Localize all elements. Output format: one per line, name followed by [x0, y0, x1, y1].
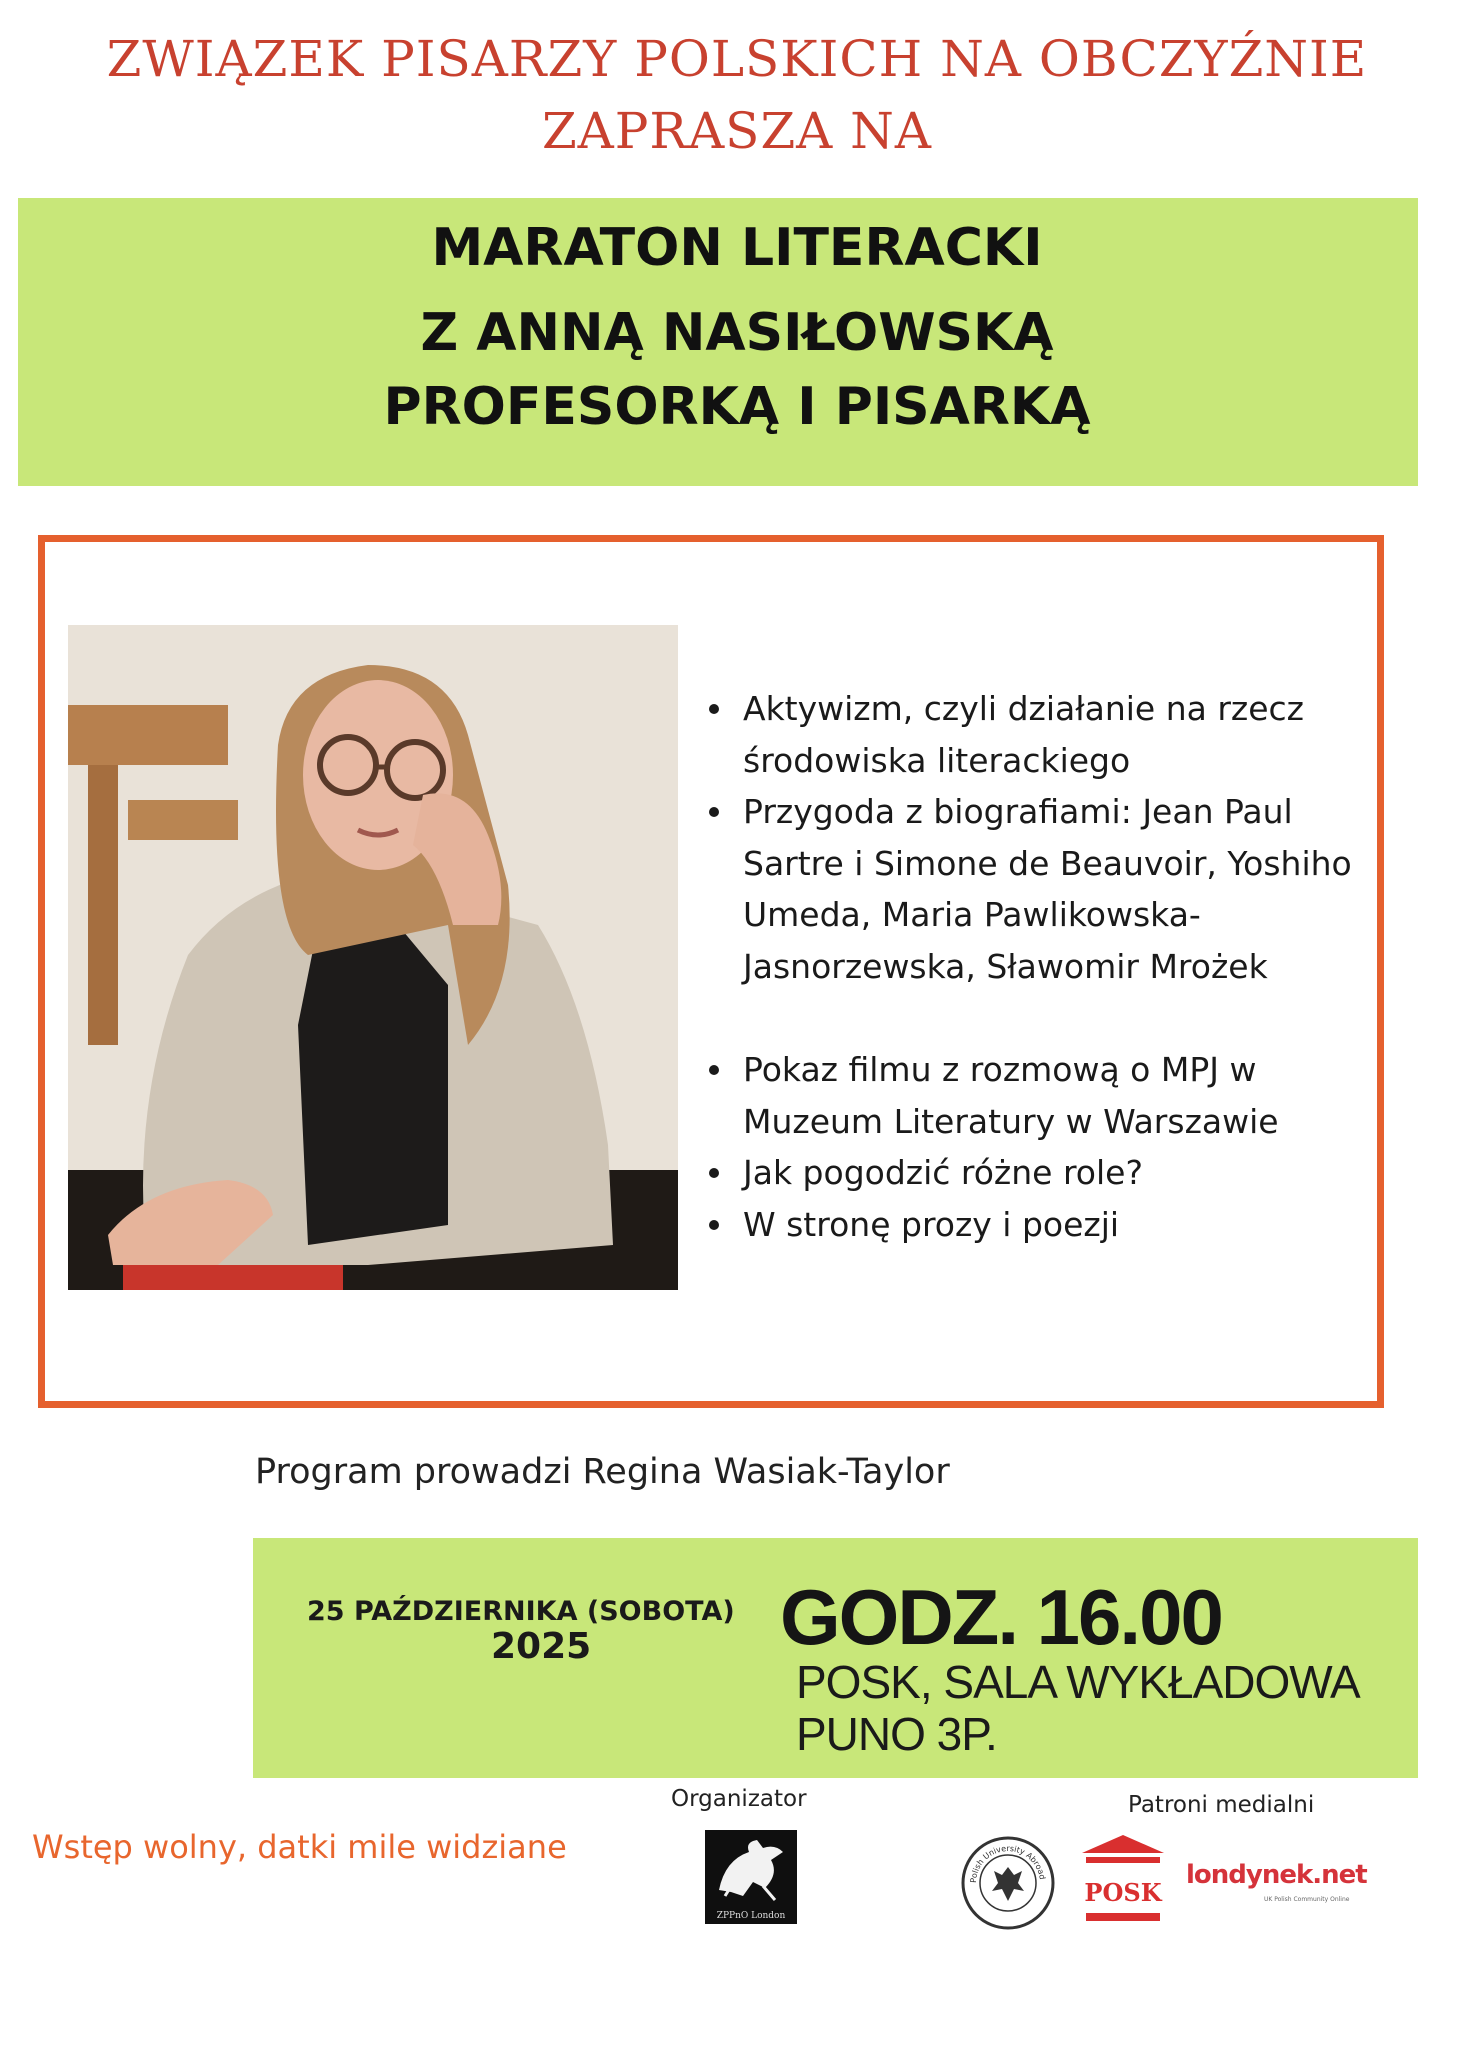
topic-item: Pokaz filmu z rozmową o MPJ w Muzeum Literatury w Warszawie	[703, 1044, 1373, 1147]
author-photo	[68, 625, 678, 1290]
entry-note: Wstęp wolny, datki mile widziane	[32, 1828, 567, 1866]
invites-line: ZAPRASZA NA	[541, 102, 933, 160]
londynek-logo: londynek.net	[1186, 1860, 1367, 1890]
venue-line-1: POSK, SALA WYKŁADOWA	[796, 1656, 1360, 1708]
pua-seal-text: Polish University Abroad	[968, 1843, 1047, 1884]
host-line: Program prowadzi Regina Wasiak-Taylor	[255, 1452, 950, 1492]
topic-item: Aktywizm, czyli działanie na rzecz środowiska literackiego	[703, 683, 1373, 786]
event-time: GODZ. 16.00	[780, 1573, 1222, 1661]
topic-item: Przygoda z biografiami: Jean Paul Sartre i Simone de Beauvoir, Yoshiho Umeda, Maria Pawlikowska-Jasnorzewska, Sławomir Mrożek	[703, 786, 1373, 992]
event-year: 2025	[491, 1626, 592, 1667]
event-date: 25 PAŹDZIERNIKA (SOBOTA)	[307, 1596, 735, 1627]
title-line-1: MARATON LITERACKI	[431, 218, 1043, 278]
londynek-tagline: UK Polish Community Online	[1264, 1896, 1350, 1903]
organizer-logo	[705, 1830, 797, 1924]
organization-title: ZWIĄZEK PISARZY POLSKICH NA OBCZYŹNIE	[106, 30, 1368, 88]
posk-logo-text: POSK	[1084, 1878, 1162, 1907]
venue-line-2: PUNO 3P.	[796, 1708, 997, 1760]
topics-list	[703, 683, 1373, 1250]
patrons-label: Patroni medialni	[1128, 1792, 1315, 1818]
title-line-3: PROFESORKĄ I PISARKĄ	[383, 377, 1091, 437]
topic-item: W stronę prozy i poezji	[703, 1199, 1373, 1251]
posk-logo	[1080, 1833, 1166, 1923]
title-line-2: Z ANNĄ NASIŁOWSKĄ	[420, 303, 1054, 363]
topic-item: Jak pogodzić różne role?	[703, 1147, 1373, 1199]
organizer-logo-text: ZPPnO London	[716, 1911, 786, 1921]
organizer-label: Organizator	[671, 1786, 807, 1812]
pua-seal-logo	[960, 1835, 1056, 1931]
